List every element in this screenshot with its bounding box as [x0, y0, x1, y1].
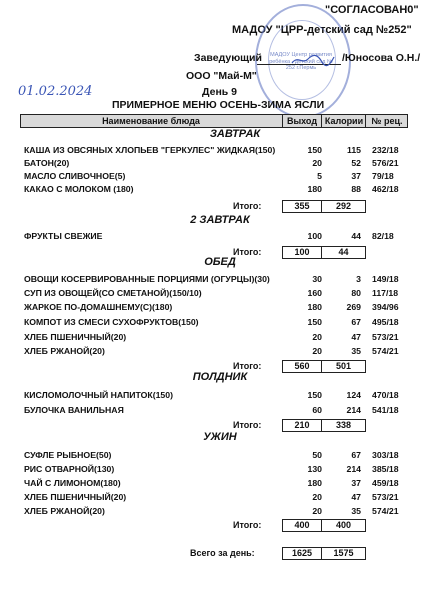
- table-row: [0, 145, 428, 158]
- table-row: [0, 464, 428, 477]
- dish-output: 5: [317, 171, 322, 181]
- table-row: [0, 184, 428, 197]
- total-output: 400: [282, 519, 322, 532]
- column-output: Выход: [286, 116, 318, 126]
- total-label: Итого:: [233, 361, 262, 371]
- table-row: [0, 346, 428, 359]
- dish-calories: 35: [351, 346, 361, 356]
- total-calories: 400: [322, 519, 366, 532]
- total-output: 560: [282, 360, 322, 373]
- table-row: [0, 492, 428, 505]
- dish-output: 130: [307, 464, 322, 474]
- dish-output: 150: [307, 390, 322, 400]
- total-output: 355: [282, 200, 322, 213]
- dish-calories: 67: [351, 450, 361, 460]
- table-row: [0, 158, 428, 171]
- grand-total-label: Всего за день:: [190, 548, 255, 558]
- dish-output: 100: [307, 231, 322, 241]
- dish-name: СУФЛЕ РЫБНОЕ(50): [24, 450, 112, 460]
- dish-output: 50: [312, 450, 322, 460]
- dish-recipe: 79/18: [372, 171, 394, 181]
- dish-calories: 3: [356, 274, 361, 284]
- column-calories: Калории: [324, 116, 364, 126]
- day-label: День 9: [202, 86, 238, 98]
- dish-recipe: 459/18: [372, 478, 399, 488]
- supplier-name: ООО "Май-М": [186, 70, 257, 82]
- column-recipe: № рец.: [371, 116, 403, 126]
- dish-recipe: 462/18: [372, 184, 399, 194]
- dish-name: КИСЛОМОЛОЧНЫЙ НАПИТОК(150): [24, 390, 173, 400]
- dish-calories: 47: [351, 492, 361, 502]
- dish-recipe: 495/18: [372, 317, 399, 327]
- total-label: Итого:: [233, 247, 262, 257]
- total-label: Итого:: [233, 420, 262, 430]
- total-calories: 501: [322, 360, 366, 373]
- dish-recipe: 541/18: [372, 405, 399, 415]
- dish-recipe: 470/18: [372, 390, 399, 400]
- dish-name: МАСЛО СЛИВОЧНОЕ(5): [24, 171, 126, 181]
- dish-name: КОМПОТ ИЗ СМЕСИ СУХОФРУКТОВ(150): [24, 317, 199, 327]
- total-label: Итого:: [233, 201, 262, 211]
- dish-name: ФРУКТЫ СВЕЖИЕ: [24, 231, 103, 241]
- dish-output: 160: [307, 288, 322, 298]
- dish-output: 20: [312, 492, 322, 502]
- table-row: [0, 231, 428, 244]
- table-row: [0, 274, 428, 287]
- dish-recipe: 576/21: [372, 158, 399, 168]
- table-row: [0, 506, 428, 519]
- dish-calories: 47: [351, 332, 361, 342]
- table-row: [0, 332, 428, 345]
- dish-recipe: 574/21: [372, 346, 399, 356]
- dish-name: ХЛЕБ РЖАНОЙ(20): [24, 346, 105, 356]
- stamp-text: МАДОУ Центр развития ребёнка - детский сад № 252 г.Пермь: [269, 52, 333, 71]
- section-title: ЗАВТРАК: [209, 128, 261, 140]
- dish-calories: 88: [351, 184, 361, 194]
- dish-name: ОВОЩИ КОСЕРВИРОВАННЫЕ ПОРЦИЯМИ (ОГУРЦЫ)(30): [24, 274, 270, 284]
- section-title: ОБЕД: [204, 256, 236, 268]
- dish-output: 20: [312, 158, 322, 168]
- dish-calories: 124: [346, 390, 361, 400]
- dish-calories: 67: [351, 317, 361, 327]
- menu-title: ПРИМЕРНОЕ МЕНЮ ОСЕНЬ-ЗИМА ЯСЛИ: [112, 99, 325, 111]
- dish-output: 180: [307, 184, 322, 194]
- dish-calories: 44: [351, 231, 361, 241]
- dish-name: РИС ОТВАРНОЙ(130): [24, 464, 115, 474]
- dish-name: ХЛЕБ ПШЕНИЧНЫЙ(20): [24, 492, 127, 502]
- dish-recipe: 573/21: [372, 492, 399, 502]
- dish-output: 180: [307, 302, 322, 312]
- total-label: Итого:: [233, 520, 262, 530]
- organization-name: МАДОУ "ЦРР-детский сад №252": [232, 24, 412, 36]
- dish-calories: 115: [346, 145, 361, 155]
- dish-name: ЖАРКОЕ ПО-ДОМАШНЕМУ(С)(180): [24, 302, 173, 312]
- dish-calories: 35: [351, 506, 361, 516]
- table-row: [0, 288, 428, 301]
- date-handwritten: 01.02.2024: [18, 84, 93, 99]
- grand-total-output: 1625: [282, 547, 322, 560]
- dish-name: БАТОН(20): [24, 158, 70, 168]
- table-row: [0, 405, 428, 418]
- dish-recipe: 574/21: [372, 506, 399, 516]
- total-calories: 338: [322, 419, 366, 432]
- dish-name: ХЛЕБ ПШЕНИЧНЫЙ(20): [24, 332, 127, 342]
- total-calories: 292: [322, 200, 366, 213]
- dish-calories: 214: [346, 464, 361, 474]
- approved-label: "СОГЛАСОВАН0": [325, 4, 419, 16]
- dish-name: ЧАЙ С ЛИМОНОМ(180): [24, 478, 121, 488]
- dish-output: 150: [307, 145, 322, 155]
- dish-recipe: 385/18: [372, 464, 399, 474]
- column-name: Наименование блюда: [102, 116, 200, 126]
- table-row: [0, 390, 428, 403]
- dish-recipe: 573/21: [372, 332, 399, 342]
- dish-recipe: 117/18: [372, 288, 399, 298]
- dish-calories: 80: [351, 288, 361, 298]
- dish-output: 60: [312, 405, 322, 415]
- table-row: [0, 317, 428, 330]
- dish-output: 20: [312, 346, 322, 356]
- dish-calories: 37: [351, 171, 361, 181]
- section-title: УЖИН: [203, 431, 237, 443]
- section-title: ПОЛДНИК: [192, 371, 248, 383]
- dish-calories: 52: [351, 158, 361, 168]
- dish-name: КАКАО С МОЛОКОМ (180): [24, 184, 134, 194]
- total-output: 100: [282, 246, 322, 259]
- dish-name: КАША ИЗ ОВСЯНЫХ ХЛОПЬЕВ "ГЕРКУЛЕС" ЖИДКАЯ(150): [24, 145, 276, 155]
- table-row: [0, 171, 428, 184]
- dish-recipe: 303/18: [372, 450, 399, 460]
- table-row: [0, 302, 428, 315]
- dish-name: ХЛЕБ РЖАНОЙ(20): [24, 506, 105, 516]
- dish-output: 20: [312, 506, 322, 516]
- grand-total-calories: 1575: [322, 547, 366, 560]
- dish-output: 20: [312, 332, 322, 342]
- dish-recipe: 149/18: [372, 274, 399, 284]
- table-row: [0, 450, 428, 463]
- head-name: /Юносова О.Н./: [342, 52, 421, 64]
- dish-name: СУП ИЗ ОВОЩЕЙ(СО СМЕТАНОЙ)(150/10): [24, 288, 202, 298]
- total-calories: 44: [322, 246, 366, 259]
- dish-calories: 37: [351, 478, 361, 488]
- dish-recipe: 232/18: [372, 145, 399, 155]
- dish-output: 150: [307, 317, 322, 327]
- total-output: 210: [282, 419, 322, 432]
- dish-output: 30: [312, 274, 322, 284]
- dish-recipe: 82/18: [372, 231, 394, 241]
- dish-name: БУЛОЧКА ВАНИЛЬНАЯ: [24, 405, 124, 415]
- head-label: Заведующий: [194, 52, 262, 64]
- dish-calories: 269: [346, 302, 361, 312]
- dish-recipe: 394/96: [372, 302, 399, 312]
- table-row: [0, 478, 428, 491]
- section-title: 2 ЗАВТРАК: [190, 214, 250, 226]
- signature-icon: [290, 53, 336, 67]
- dish-calories: 214: [346, 405, 361, 415]
- dish-output: 180: [307, 478, 322, 488]
